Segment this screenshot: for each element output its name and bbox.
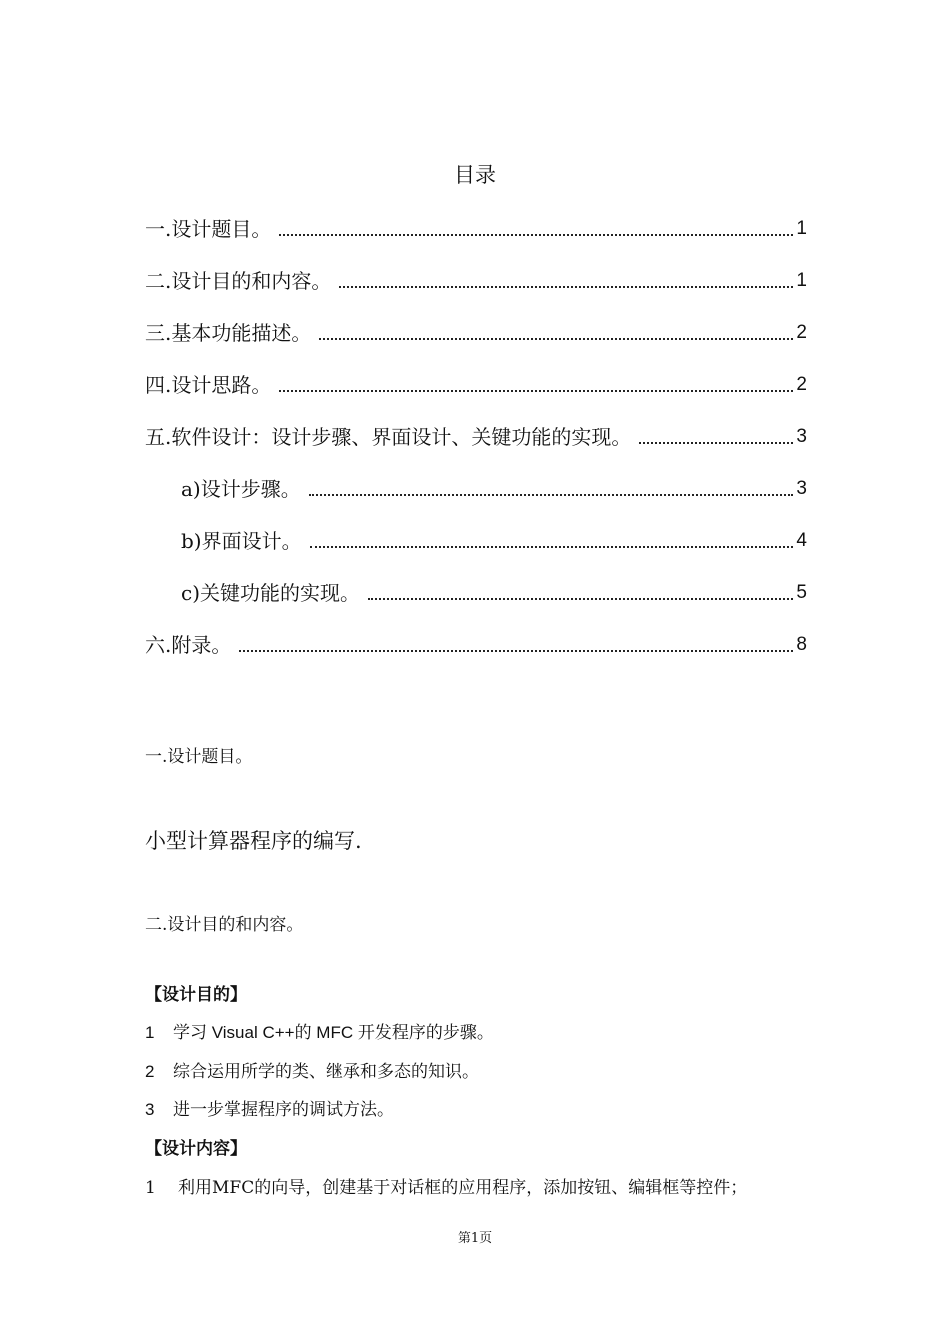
toc-entry-label: 二.设计目的和内容。	[145, 269, 332, 293]
toc-entry[interactable]	[145, 366, 807, 400]
toc-entry-label: b)界面设计。	[181, 529, 302, 553]
toc-entry-page: 8	[796, 634, 807, 655]
toc-entry-page: 3	[796, 426, 807, 447]
toc-entry[interactable]	[145, 314, 807, 348]
toc-leader-dots	[279, 234, 793, 236]
content-label: 【设计内容】	[145, 1139, 247, 1159]
design-topic: 小型计算器程序的编写.	[145, 829, 362, 853]
toc-entry[interactable]	[145, 210, 807, 244]
toc-leader-dots	[319, 338, 793, 340]
toc-entry-label: c)关键功能的实现。	[181, 581, 361, 605]
toc-entry-page: 1	[796, 218, 807, 239]
toc-entry[interactable]	[145, 418, 807, 452]
purpose-item-number: 1	[145, 1023, 155, 1042]
toc-entry-page: 4	[796, 530, 807, 551]
purpose-item	[145, 1060, 479, 1084]
toc-entry-page: 2	[796, 374, 807, 395]
purpose-item-number: 3	[145, 1100, 155, 1119]
section-heading-1: 一.设计题目。	[145, 747, 253, 767]
toc-entry-label: 六.附录。	[145, 633, 232, 657]
toc-subentry[interactable]	[181, 470, 807, 504]
purpose-item-text: 学习 Visual C++的 MFC 开发程序的步骤。	[173, 1023, 494, 1042]
toc-leader-dots	[639, 442, 793, 444]
toc-subentry[interactable]	[181, 574, 807, 608]
toc-entry-label: 四.设计思路。	[145, 373, 272, 397]
section-heading-2: 二.设计目的和内容。	[145, 915, 304, 935]
toc-leader-dots	[309, 494, 794, 496]
toc-leader-dots	[310, 546, 794, 548]
toc-leader-dots	[368, 598, 793, 600]
purpose-item	[145, 1021, 494, 1045]
toc-title: 目录	[454, 163, 496, 187]
purpose-item-text: 综合运用所学的类、继承和多态的知识。	[173, 1062, 479, 1081]
toc-leader-dots	[279, 390, 793, 392]
toc-entry-label: a)设计步骤。	[181, 477, 301, 501]
toc-entry-label: 三.基本功能描述。	[145, 321, 312, 345]
purpose-item	[145, 1098, 394, 1122]
content-item	[145, 1176, 747, 1200]
toc-entry-page: 2	[796, 322, 807, 343]
content-item-number: 1	[145, 1178, 156, 1198]
toc-entry[interactable]	[145, 262, 807, 296]
content-item-text: 利用MFC的向导，创建基于对话框的应用程序，添加按钮、编辑框等控件；	[178, 1178, 748, 1198]
toc-leader-dots	[239, 650, 793, 652]
purpose-item-text: 进一步掌握程序的调试方法。	[173, 1100, 394, 1119]
toc-entry-page: 3	[796, 478, 807, 499]
toc-entry-label: 五.软件设计：设计步骤、界面设计、关键功能的实现。	[145, 425, 632, 449]
toc-entry[interactable]	[145, 626, 807, 660]
toc-leader-dots	[339, 286, 793, 288]
toc-subentry[interactable]	[181, 522, 807, 556]
page-number-footer: 第1页	[457, 1231, 493, 1246]
purpose-label: 【设计目的】	[145, 985, 247, 1005]
toc-entry-page: 1	[796, 270, 807, 291]
toc-entry-page: 5	[796, 582, 807, 603]
purpose-item-number: 2	[145, 1062, 155, 1081]
toc-entry-label: 一.设计题目。	[145, 217, 272, 241]
